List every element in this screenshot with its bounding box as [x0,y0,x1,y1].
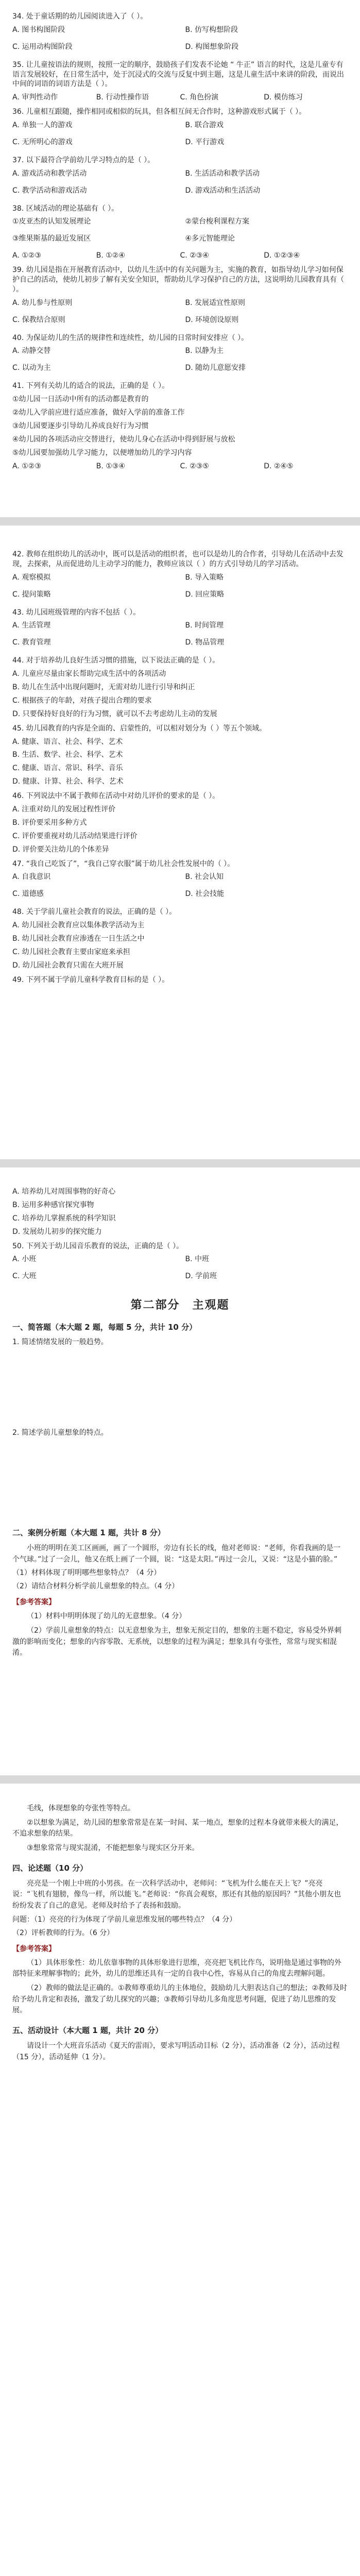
option-item: D. 游戏活动和生活活动 [185,186,261,195]
option-row [12,1272,348,1285]
option-row [12,298,348,312]
option-line: ③幼儿园要逐步引导幼儿养成良好行为习惯 [12,421,149,430]
option-line: D. 评价要关注幼儿的个体差异 [12,845,109,854]
short-answer-question-2: 2. 简述学前儿童想象的特点。 [12,1429,108,1437]
option-line: C. 幼儿园社会教育主要由家庭来承担 [12,947,130,956]
option-item: A. ①②③ [12,251,41,260]
option-item: C. ②③⑤ [180,462,209,470]
question-stem: 47. “我自己吃饭了”，“我自己穿衣服”属于幼儿社会性发展中的（ ）。 [12,859,235,868]
option-item: ④多元智能理论 [185,234,235,243]
question-stem: 42. 教师在组织幼儿的活动中，既可以是活动的组织者，也可以是幼儿的合作者，引导幼儿在活动中去发现，去探索，从而促进幼儿主动学习的能力，教师应该以（ ）的方式引导幼儿的学习活动。 [12,550,344,568]
option-item: C. ②③④ [180,251,209,260]
option-item: ②蒙台梭利课程方案 [185,217,250,226]
question-stem: 38. 区域活动的理论基础有（ ）。 [12,204,119,213]
option-item: A. 生活管理 [12,621,51,630]
option-row [12,138,348,151]
option-item: B. 联合游戏 [185,121,224,130]
case-text: 小班的明明在美工区画画，画了一个圆形，旁边有长长的线，他对老师说：“老师，你看我画的是一个气球。”过了一会儿，他又在纸上画了一个圆，说：“这是太阳。”再过一会儿，又说：“这是小猫的脸。” [12,1544,341,1564]
option-line: ①幼儿园一日活动中所有的活动都是教育的 [12,395,149,404]
page-3-questions [12,1187,348,1285]
option-item: D. 学前班 [185,1272,217,1281]
option-row [12,462,348,471]
question-stem: 45. 幼儿园教育的内容是全面的、启蒙性的，可以相对划分为（ ）等五个领域。 [12,724,267,733]
option-row [12,42,348,56]
option-item: D. 模仿练习 [264,93,303,102]
option-item: A. ①②③ [12,462,41,470]
option-row [12,234,348,247]
option-row [12,590,348,603]
reference-answer-heading: 【参考答案】 [12,1944,56,1953]
option-line: D. 发展幼儿初步的探究能力 [12,1227,102,1236]
option-line: ⑤幼儿园要加强幼儿学习能力，以便增加幼儿的学习内容 [12,448,192,457]
option-item: D. ②④⑤ [264,462,294,470]
option-line: B. 评价要采用多种方式 [12,818,87,827]
option-line: A. 幼儿园社会教育应以集体教学活动为主 [12,921,145,930]
option-item: ③维果斯基的最近发展区 [12,234,91,243]
option-item: C. 角色扮演 [180,93,219,102]
option-row [12,121,348,134]
option-item: B. ①③④ [96,462,125,470]
option-line: A. 培养幼儿对周围事物的好奇心 [12,1188,116,1196]
option-row [12,363,348,377]
option-item: C. 提问策略 [12,590,51,599]
question-stem: 40. 为保证幼儿的生活的规律性和连续性，幼儿园的日常时间安排应（ ）。 [12,333,249,342]
option-row [12,93,348,103]
option-row [12,872,348,886]
essay-answer-1: （1）具体形象性：幼儿依靠事物的具体形象进行思维，亮亮把飞机比作鸟，说明他是通过事物的外部特征来理解事物的；此外，幼儿的思维还具有一定的自我中心性，容易从自己的角度去理解问题。 [12,1958,341,1978]
option-item: A. 审判性动作 [12,93,58,102]
option-line: C. 评价要重视对幼儿活动结果进行评价 [12,832,138,840]
option-line: B. 生活、数学、社会、科学、艺术 [12,751,123,759]
option-item: B. ①②④ [96,251,125,260]
answer-space [12,1442,348,1519]
answer-continued: 毛线，体现想象的夸张性等特点。 [27,1804,135,1812]
activity-design-text: 请设计一个大班音乐活动《夏天的雷雨》，要求写明活动目标（2 分），活动准备（2 分），活动过程（15 分），活动延伸（1 分）。 [12,2042,340,2061]
option-row [12,621,348,634]
option-row [12,25,348,39]
option-row [12,889,348,903]
option-item: B. 行动性操作语 [96,93,149,102]
option-line: ④幼儿园的各项活动应交替进行，使幼儿身心在活动中得到舒展与放松 [12,435,235,444]
option-line: D. 只要保持好良好的行为习惯，就可以不去考虑幼儿主动的发展 [12,709,217,718]
page-1-questions [12,12,348,471]
answer-point-3: ③想象常常与现实混淆，不能把想象与现实区分开来。 [27,1844,199,1853]
document-page-4 [0,1784,360,2576]
option-item: C. 道德感 [12,890,44,899]
option-item: C. 保教结合原则 [12,315,65,324]
option-row [12,217,348,230]
option-line: B. 幼儿在生活中出现问题时，无需对幼儿进行引导和纠正 [12,683,195,692]
option-item: B. 发展适宜性原则 [185,298,246,307]
question-stem: 49. 下列不属于学前儿童科学教育目标的是（ ）。 [12,975,169,984]
option-row [12,346,348,360]
option-line: A. 注重对幼儿的发展过程性评价 [12,805,116,814]
question-stem: 36. 儿童相互跟随，操作相同或相似的玩具，但各相互间无合作时，这种游戏形式属于（ ）。 [12,108,306,116]
question-stem: 39. 幼儿园是指在开展教育活动中，以幼儿生活中的有关问题为主，实施的教育，如指导幼儿学习如何保护自己的活动，使幼儿初步了解有关安全知识，帮助幼儿学习保护自己的方法，这说明幼儿园教育具有（ ）。 [12,266,344,294]
question-stem: 48. 关于学前儿童社会教育的说法，正确的是（ ）。 [12,908,177,917]
document-page-2 [0,526,360,1159]
document-page-3 [0,1167,360,1775]
essay-answer-2: （2）教师的做法是正确的。①教师尊重幼儿的主体地位，鼓励幼儿大胆表达自己的想法；②教师及时给予幼儿肯定和表扬，激发了幼儿探究的兴趣；③教师引导幼儿多角度思考问题，促进了幼儿思维的发展。 [12,1984,348,2015]
question-stem: 46. 下列说法中不属于教师在活动中对幼儿评价的要求的是（ ）。 [12,792,220,801]
option-item: D. 构图想象阶段 [185,42,239,51]
question-stem: 35. 让儿童按语法的规则，按照一定的顺序，鼓励孩子们发表不论她 “ 牛正” 语言的时代，这是儿童专有语言发展较好，在日常生活中，处于沉浸式的交流与反复中到主题，这是儿童生活中来讲的阶段，而说出中间的词语的词语方法是（ ）。 [12,60,344,89]
reference-answer-1: （1）材料中明明体现了幼儿的无意想象。（4 分） [27,1612,186,1621]
option-item: D. 平行游戏 [185,138,225,147]
option-item: A. 图书构图阶段 [12,25,65,34]
essay-section-title: 四、论述题（10 分） [12,1863,88,1873]
option-item: A. 观察模拟 [12,573,51,582]
activity-design-section-title: 五、活动设计（本大题 1 题，共计 20 分） [12,2026,163,2036]
option-item: C. 教学活动和游戏活动 [12,186,87,195]
option-item: D. 环境创设原则 [185,315,239,324]
option-line: C. 根据孩子的年龄，对孩子提出合理的要求 [12,696,152,705]
option-line: C. 培养幼儿掌握系统的科学知识 [12,1214,116,1223]
option-item: D. 回应策略 [185,590,225,599]
essay-question-2: （2）评析教师的行为。（6 分） [12,1928,114,1937]
option-item: B. 导入策略 [185,573,224,582]
option-line: ②幼儿入学前应进行适应准备，做好入学前的准备工作 [12,409,185,417]
option-item: B. 生活活动和教学活动 [185,169,260,178]
option-row [12,1255,348,1268]
case-question-2: （2）请结合材料分析学前儿童想象的特点。（4 分） [12,1582,179,1591]
option-item: D. 社会技能 [185,890,225,899]
case-question-1: （1）材料体现了明明哪些想象特点？（4 分） [12,1569,161,1578]
option-item: A. 动静交替 [12,347,51,355]
reference-answer-2: （2）学前儿童想象的特点：以无意想象为主，想象无预定目的，想象的主题不稳定，容易受外界刺激的影响而变化；想象的内容零散、无系统，以想象的过程为满足；想象具有夸张性，常常与现实相混淆。 [12,1626,341,1657]
option-item: B. 以静为主 [185,347,224,355]
option-line: A. 健康、语言、社会、科学、艺术 [12,737,123,746]
option-line: D. 幼儿园社会教育只需在大班开展 [12,961,124,970]
short-answer-section-title: 一、简答题（本大题 2 题，每题 5 分，共计 10 分） [12,1323,197,1332]
option-item: C. 无所明心的游戏 [12,138,73,147]
document-page-1 [0,0,360,517]
option-line: A. 儿童应尽量由家长帮助完成生活中的各项活动 [12,670,166,679]
option-item: B. 时间管理 [185,621,224,630]
part-two-title: 第二部分 主观题 [130,1299,230,1312]
option-item: D. 物品管理 [185,638,225,647]
question-stem: 50. 下列关于幼儿园音乐教育的说法，正确的是（ ）。 [12,1242,184,1250]
option-item: A. 单独一人的游戏 [12,121,73,130]
question-stem: 44. 对于培养幼儿良好生活习惯的措施，以下说法正确的是（ ）。 [12,656,220,665]
question-stem: 37. 以下最符合学前幼儿学习特点的是（ ）。 [12,156,155,164]
option-line: D. 健康、计算、社会、科学、艺术 [12,777,124,786]
option-item: ①皮亚杰的认知发展理论 [12,217,91,226]
question-stem: 41. 下列有关幼儿的适合的说法，正确的是（ ）。 [12,382,169,391]
option-item: C. 大班 [12,1272,37,1281]
option-item: B. 社会认知 [185,873,224,882]
page-2-questions [12,550,348,985]
option-item: A. 小班 [12,1255,37,1264]
answer-point-2: ②以想象为满足，幼儿园的想象常常是在某一时间、某一地点，想象的过程本身就带来极大的满足，不追求想象的结果。 [12,1818,344,1838]
option-line: B. 幼儿园社会教育应渗透在一日生活之中 [12,935,145,943]
option-item: B. 中班 [185,1255,210,1264]
option-line: B. 运用多种感官探究事物 [12,1200,94,1209]
option-row [12,186,348,199]
option-item: A. 自我意识 [12,873,51,882]
option-item: D. ①②③④ [264,251,300,260]
option-item: A. 游戏活动和教学活动 [12,169,87,178]
option-item: C. 运用动构图阶段 [12,42,73,51]
option-line: C. 健康、语言、常识、科学、音乐 [12,764,123,773]
option-item: D. 随幼儿意愿安排 [185,364,246,372]
question-stem: 43. 幼儿园班级管理的内容不包括（ ）。 [12,608,141,617]
option-item: B. 仿写构想阶段 [185,25,238,34]
option-row [12,573,348,586]
short-answer-question-1: 1. 简述情绪发展的一般趋势。 [12,1338,108,1347]
option-item: C. 教育管理 [12,638,51,647]
option-row [12,251,348,261]
option-row [12,638,348,651]
option-item: A. 幼儿参与性原则 [12,298,73,307]
question-stem: 34. 处于童话期的幼儿园阅读进入了（ ）。 [12,12,148,21]
answer-space [12,1351,348,1428]
essay-case-text: 亮亮是一个刚上中班的小男孩。在一次科学活动中，老师问：“飞机为什么能在天上飞？”亮亮说：“飞机有翅膀，像鸟一样，所以能飞。”老师说：“你真会观察，那还有其他的原因吗？”其他小朋友也纷纷发表了自己的意见。老师及时给予了表扬和鼓励。 [12,1879,341,1910]
case-analysis-section-title: 二、案例分析题（本大题 1 题，共计 8 分） [12,1528,165,1538]
essay-question-1: 问题：（1）亮亮的行为体现了学前儿童思维发展的哪些特点？（4 分） [12,1915,237,1924]
option-row [12,315,348,329]
reference-answer-heading: 【参考答案】 [12,1598,56,1607]
option-row [12,169,348,182]
option-item: C. 以动为主 [12,364,51,372]
